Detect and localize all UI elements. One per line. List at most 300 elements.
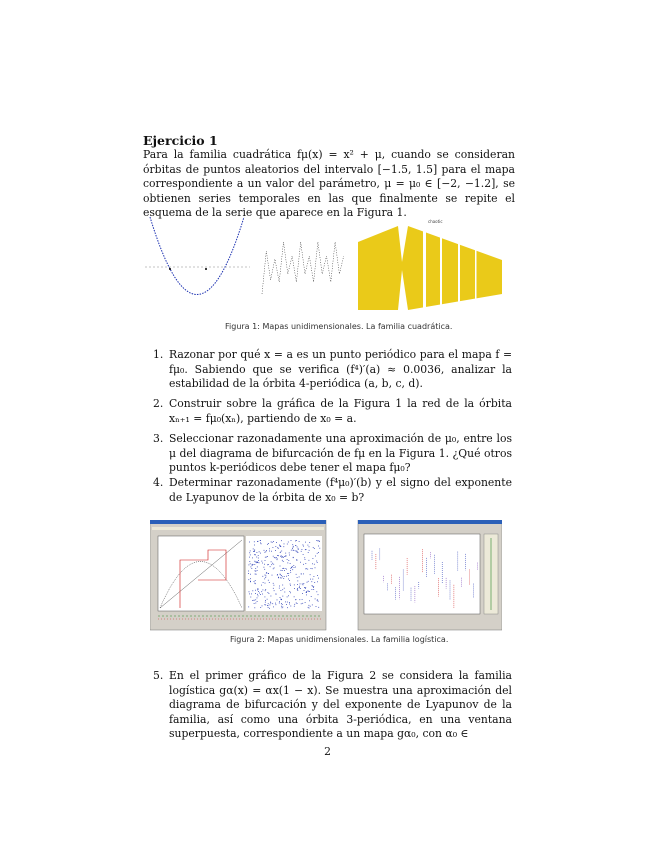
bifurcation-point xyxy=(312,568,313,569)
bifurcation-point xyxy=(254,541,255,542)
list-item xyxy=(155,669,512,742)
bifurcation-point xyxy=(317,600,318,601)
bifurcation-point xyxy=(293,550,294,551)
bifurcation-point xyxy=(265,605,266,606)
bifurcation-point xyxy=(303,554,304,555)
list-item xyxy=(155,397,512,426)
bifurcation-point xyxy=(283,578,284,579)
bifurcation-point xyxy=(299,587,300,588)
bifurcation-point xyxy=(254,583,255,584)
bifurcation-point xyxy=(281,603,282,604)
bifurcation-point xyxy=(273,547,274,548)
bifurcation-point xyxy=(267,599,268,600)
bifurcation-point xyxy=(250,578,251,579)
bifurcation-point xyxy=(290,592,291,593)
bifurcation-point xyxy=(254,600,255,601)
bifurcation-point xyxy=(299,599,300,600)
bifurcation-point xyxy=(281,556,282,557)
bifurcation-point xyxy=(303,545,304,546)
bifurcation-point xyxy=(302,603,303,604)
bifurcation-point xyxy=(268,592,269,593)
bifurcation-point xyxy=(297,584,298,585)
bifurcation-point xyxy=(282,607,283,608)
bifurcation-point xyxy=(264,579,265,580)
bifurcation-point xyxy=(307,569,308,570)
bifurcation-point xyxy=(282,560,283,561)
bifurcation-point xyxy=(255,593,256,594)
bifurcation-point xyxy=(248,579,249,580)
bifurcation-point xyxy=(295,541,296,542)
bifurcation-point xyxy=(290,570,291,571)
bifurcation-point xyxy=(273,583,274,584)
bifurcation-point xyxy=(312,563,313,564)
bifurcation-point xyxy=(289,604,290,605)
bifurcation-point xyxy=(274,590,275,591)
exercise-intro: Para la familia cuadrática fμ(x) = x² + μ, cuando se consideran órbitas de puntos aleatorios del intervalo [−1.5, 1.5] para el mapa correspondiente a un valor del parámetro, μ = μ₀ ∈ [−2, −1.2], se obtienen series temporales en las que finalmente se repite el esquema de la serie que aparece en la Figura 1. xyxy=(143,148,515,220)
bifurcation-point xyxy=(289,555,290,556)
bifurcation-point xyxy=(318,541,319,542)
bifurcation-point xyxy=(250,597,251,598)
bifurcation-point xyxy=(273,607,274,608)
bifurcation-point xyxy=(262,576,263,577)
bifurcation-point xyxy=(252,558,253,559)
bifurcation-point xyxy=(255,562,256,563)
bifurcation-point xyxy=(306,595,307,596)
bifurcation-point xyxy=(296,559,297,560)
parabola-plot xyxy=(145,217,250,295)
bifurcation-point xyxy=(300,588,301,589)
bifurcation-point xyxy=(268,603,269,604)
bifurcation-point xyxy=(308,581,309,582)
bifurcation-point xyxy=(280,574,281,575)
bifurcation-point xyxy=(258,555,259,556)
bifurcation-point xyxy=(269,582,270,583)
bifurcation-point xyxy=(250,555,251,556)
bifurcation-point xyxy=(300,584,301,585)
bifurcation-point xyxy=(306,591,307,592)
bifurcation-point xyxy=(311,581,312,582)
bifurcation-point xyxy=(248,573,249,574)
list-item xyxy=(155,348,512,392)
item-text: Seleccionar razonadamente una aproximación de μ₀, entre los μ del diagrama de bifurcación de fμ en la Figura 1. ¿Qué otros puntos k-periódicos debe tener el mapa fμ₀? xyxy=(169,432,512,475)
bifurcation-point xyxy=(269,548,270,549)
item-number: 1. xyxy=(153,348,164,361)
bifurcation-point xyxy=(249,542,250,543)
bifurcation-point xyxy=(287,597,288,598)
bifurcation-point xyxy=(316,606,317,607)
bifurcation-point xyxy=(266,576,267,577)
bifurcation-point xyxy=(249,552,250,553)
bifurcation-point xyxy=(274,557,275,558)
periodic-window xyxy=(440,224,442,310)
bifurcation-point xyxy=(252,565,253,566)
bifurcation-point xyxy=(278,555,279,556)
bifurcation-point xyxy=(264,567,265,568)
bifurcation-point xyxy=(317,581,318,582)
bifurcation-point xyxy=(317,562,318,563)
periodic-window xyxy=(423,224,426,310)
bifurcation-point xyxy=(290,572,291,573)
bifurcation-point xyxy=(264,604,265,605)
bifurcation-point xyxy=(296,551,297,552)
bifurcation-point xyxy=(303,546,304,547)
bifurcation-point xyxy=(283,546,284,547)
bifurcation-point xyxy=(259,551,260,552)
bifurcation-point xyxy=(297,603,298,604)
bifurcation-point xyxy=(290,585,291,586)
bifurcation-point xyxy=(289,553,290,554)
bifurcation-point xyxy=(282,589,283,590)
bifurcation-point xyxy=(318,607,319,608)
bifurcation-point xyxy=(264,564,265,565)
bifurcation-point xyxy=(254,550,255,551)
bifurcation-point xyxy=(287,563,288,564)
bifurcation-point xyxy=(304,557,305,558)
bifurcation-point xyxy=(251,568,252,569)
bifurcation-point xyxy=(277,547,278,548)
figure-1 xyxy=(140,212,520,322)
bifurcation-point xyxy=(313,587,314,588)
bifurcation-point xyxy=(265,583,266,584)
bifurcation-point xyxy=(259,593,260,594)
bifurcation-point xyxy=(309,605,310,606)
bifurcation-point xyxy=(297,590,298,591)
bifurcation-point xyxy=(282,556,283,557)
bifurcation-point xyxy=(302,593,303,594)
bifurcation-point xyxy=(275,546,276,547)
bifurcation-point xyxy=(270,605,271,606)
bifurcation-point xyxy=(264,569,265,570)
bifurcation-point xyxy=(258,591,259,592)
bifurcation-point xyxy=(284,556,285,557)
bifurcation-point xyxy=(262,606,263,607)
bifurcation-point xyxy=(248,607,249,608)
bifurcation-point xyxy=(305,588,306,589)
bifurcation-point xyxy=(280,546,281,547)
bifurcation-point xyxy=(254,581,255,582)
bifurcation-point xyxy=(258,589,259,590)
bifurcation-point xyxy=(285,553,286,554)
bifurcation-point xyxy=(255,571,256,572)
bifurcation-point xyxy=(267,556,268,557)
bifurcation-point xyxy=(282,568,283,569)
bifurcation-point xyxy=(257,570,258,571)
bifurcation-point xyxy=(287,559,288,560)
bifurcation-point xyxy=(251,567,252,568)
bifurcation-point xyxy=(301,574,302,575)
bifurcation-point xyxy=(306,592,307,593)
bifurcation-point xyxy=(277,555,278,556)
bifurcation-point xyxy=(255,568,256,569)
bifurcation-point xyxy=(316,540,317,541)
bifurcation-point xyxy=(299,577,300,578)
bifurcation-point xyxy=(280,577,281,578)
bifurcation-point xyxy=(272,542,273,543)
bifurcation-point xyxy=(260,607,261,608)
bifurcation-point xyxy=(302,584,303,585)
bifurcation-point xyxy=(265,590,266,591)
bifurcation-point xyxy=(256,562,257,563)
time-series-plot xyxy=(262,242,344,294)
bifurcation-point xyxy=(313,589,314,590)
bifurcation-point xyxy=(249,594,250,595)
orbit-window-screenshot xyxy=(358,520,502,630)
bifurcation-point xyxy=(315,567,316,568)
bifurcation-point xyxy=(289,580,290,581)
bifurcation-point xyxy=(304,587,305,588)
bifurcation-point xyxy=(274,568,275,569)
item-number: 3. xyxy=(153,432,164,445)
bifurcation-point xyxy=(257,601,258,602)
bifurcation-point xyxy=(297,589,298,590)
bifurcation-point xyxy=(288,579,289,580)
bifurcation-point xyxy=(311,596,312,597)
bifurcation-point xyxy=(249,557,250,558)
bifurcation-point xyxy=(270,602,271,603)
bifurcation-point xyxy=(265,597,266,598)
bifurcation-point xyxy=(274,585,275,586)
bifurcation-point xyxy=(279,586,280,587)
bifurcation-point xyxy=(268,564,269,565)
bifurcation-point xyxy=(255,554,256,555)
bifurcation-point xyxy=(293,546,294,547)
bifurcation-point xyxy=(285,568,286,569)
bifurcation-point xyxy=(265,575,266,576)
bifurcation-point xyxy=(269,608,270,609)
svg-text:chaotic: chaotic xyxy=(428,219,443,224)
bifurcation-point xyxy=(291,550,292,551)
bifurcation-point xyxy=(270,566,271,567)
bifurcation-point xyxy=(264,550,265,551)
bifurcation-point xyxy=(290,584,291,585)
bifurcation-point xyxy=(305,602,306,603)
bifurcation-point xyxy=(286,576,287,577)
bifurcation-diagram xyxy=(358,219,502,312)
bifurcation-point xyxy=(307,582,308,583)
bifurcation-point xyxy=(276,542,277,543)
bifurcation-point xyxy=(308,552,309,553)
bifurcation-point xyxy=(303,583,304,584)
bifurcation-point xyxy=(289,591,290,592)
bifurcation-point xyxy=(249,565,250,566)
bifurcation-point xyxy=(249,591,250,592)
bifurcation-point xyxy=(291,567,292,568)
bifurcation-point xyxy=(301,551,302,552)
bifurcation-point xyxy=(269,551,270,552)
bifurcation-point xyxy=(257,561,258,562)
bifurcation-point xyxy=(284,544,285,545)
bifurcation-point xyxy=(257,594,258,595)
figure-2-caption: Figura 2: Mapas unidimensionales. La familia logística. xyxy=(230,635,449,644)
periodic-window xyxy=(458,224,460,310)
bifurcation-point xyxy=(281,570,282,571)
bifurcation-point xyxy=(315,556,316,557)
bifurcation-point xyxy=(308,591,309,592)
bifurcation-point xyxy=(299,541,300,542)
bifurcation-point xyxy=(305,549,306,550)
bifurcation-point xyxy=(298,549,299,550)
bifurcation-point xyxy=(305,563,306,564)
bifurcation-point xyxy=(254,607,255,608)
item-text: Determinar razonadamente (f⁴μ₀)′(b) y el signo del exponente de Lyapunov de la órbita de x₀ = b? xyxy=(169,476,512,504)
list-item xyxy=(155,476,512,505)
bifurcation-point xyxy=(261,585,262,586)
bifurcation-point xyxy=(312,579,313,580)
bifurcation-point xyxy=(305,587,306,588)
bifurcation-point xyxy=(297,547,298,548)
bifurcation-point xyxy=(281,578,282,579)
bifurcation-point xyxy=(266,551,267,552)
bifurcation-point xyxy=(266,550,267,551)
bifurcation-point xyxy=(281,599,282,600)
bifurcation-point xyxy=(271,561,272,562)
bifurcation-point xyxy=(318,546,319,547)
bifurcation-point xyxy=(282,585,283,586)
bifurcation-point xyxy=(318,578,319,579)
bifurcation-point xyxy=(283,561,284,562)
bifurcation-point xyxy=(314,548,315,549)
bifurcation-point xyxy=(303,584,304,585)
bifurcation-point xyxy=(279,601,280,602)
bifurcation-point xyxy=(259,562,260,563)
bifurcation-point xyxy=(317,575,318,576)
bifurcation-point xyxy=(262,594,263,595)
bifurcation-point xyxy=(250,563,251,564)
bifurcation-point xyxy=(282,570,283,571)
bifurcation-point xyxy=(258,558,259,559)
bifurcation-point xyxy=(314,576,315,577)
bifurcation-point xyxy=(255,590,256,591)
bifurcation-point xyxy=(267,544,268,545)
bifurcation-point xyxy=(254,551,255,552)
bifurcation-point xyxy=(310,606,311,607)
bifurcation-point xyxy=(268,580,269,581)
bifurcation-point xyxy=(248,571,249,572)
bifurcation-point xyxy=(293,565,294,566)
bifurcation-point xyxy=(293,547,294,548)
bifurcation-point xyxy=(295,545,296,546)
bifurcation-point xyxy=(260,543,261,544)
item-text: En el primer gráfico de la Figura 2 se considera la familia logística gα(x) = αx(1 − x). Se muestra una aproximación del diagrama de bifurcación y del exponente de Lyapunov de la familia, así como una órbita 3-periódica, en una ventana superpuesta, correspondiente a un mapa gα₀, con α₀ ∈ xyxy=(169,669,512,741)
bifurcation-point xyxy=(306,569,307,570)
bifurcation-point xyxy=(315,599,316,600)
bifurcation-point xyxy=(282,596,283,597)
bifurcation-point xyxy=(277,600,278,601)
bifurcation-point xyxy=(292,566,293,567)
bifurcation-point xyxy=(271,551,272,552)
bifurcation-point xyxy=(300,562,301,563)
bifurcation-point xyxy=(280,556,281,557)
bifurcation-point xyxy=(294,585,295,586)
bifurcation-point xyxy=(317,553,318,554)
bifurcation-point xyxy=(258,560,259,561)
bifurcation-point xyxy=(312,589,313,590)
bifurcation-point xyxy=(290,568,291,569)
bifurcation-point xyxy=(254,564,255,565)
bifurcation-point xyxy=(286,555,287,556)
bifurcation-point xyxy=(314,564,315,565)
bifurcation-point xyxy=(282,576,283,577)
bifurcation-point xyxy=(302,599,303,600)
bifurcation-point xyxy=(286,569,287,570)
bifurcation-point xyxy=(292,544,293,545)
bifurcation-point xyxy=(260,594,261,595)
item-text: Razonar por qué x = a es un punto periódico para el mapa f = fμ₀. Sabiendo que se verifica (f⁴)′(a) ≈ 0.0036, analizar la estabilidad de la órbita 4-periódica (a, b, c, d). xyxy=(169,348,512,391)
bifurcation-point xyxy=(293,557,294,558)
bifurcation-point xyxy=(273,588,274,589)
bifurcation-point xyxy=(271,596,272,597)
item-text: Construir sobre la gráfica de la Figura 1 la red de la órbita xₙ₊₁ = fμ₀(xₙ), partiendo de x₀ = a. xyxy=(169,397,512,425)
figure-1-caption: Figura 1: Mapas unidimensionales. La familia cuadrática. xyxy=(225,322,453,331)
bifurcation-point xyxy=(319,548,320,549)
logistic-window-screenshot xyxy=(150,520,326,630)
bifurcation-point xyxy=(286,604,287,605)
bifurcation-point xyxy=(281,590,282,591)
bifurcation-point xyxy=(305,559,306,560)
bifurcation-point xyxy=(275,603,276,604)
page-number: 2 xyxy=(324,745,331,758)
bifurcation-point xyxy=(249,561,250,562)
bifurcation-point xyxy=(304,590,305,591)
bifurcation-point xyxy=(265,600,266,601)
bifurcation-point xyxy=(294,604,295,605)
bifurcation-point xyxy=(271,564,272,565)
bifurcation-point xyxy=(295,567,296,568)
bifurcation-point xyxy=(263,590,264,591)
bifurcation-point xyxy=(316,591,317,592)
bifurcation-point xyxy=(297,581,298,582)
bifurcation-point xyxy=(275,558,276,559)
bifurcation-point xyxy=(268,543,269,544)
bifurcation-point xyxy=(298,552,299,553)
bifurcation-point xyxy=(272,603,273,604)
bifurcation-point xyxy=(255,599,256,600)
bifurcation-point xyxy=(318,601,319,602)
bifurcation-point xyxy=(280,545,281,546)
bifurcation-point xyxy=(253,551,254,552)
bifurcation-point xyxy=(271,542,272,543)
bifurcation-point xyxy=(290,606,291,607)
bifurcation-point xyxy=(301,603,302,604)
bifurcation-point xyxy=(310,579,311,580)
bifurcation-point xyxy=(273,556,274,557)
bifurcation-point xyxy=(265,602,266,603)
bifurcation-point xyxy=(258,596,259,597)
bifurcation-point xyxy=(270,603,271,604)
bifurcation-point xyxy=(311,568,312,569)
bifurcation-point xyxy=(277,574,278,575)
bifurcation-point xyxy=(297,577,298,578)
bifurcation-point xyxy=(309,546,310,547)
bifurcation-point xyxy=(250,551,251,552)
bifurcation-point xyxy=(288,560,289,561)
bifurcation-point xyxy=(257,541,258,542)
bifurcation-point xyxy=(253,564,254,565)
bifurcation-point xyxy=(297,588,298,589)
bifurcation-point xyxy=(292,569,293,570)
bifurcation-point xyxy=(284,588,285,589)
bifurcation-point xyxy=(295,551,296,552)
item-number: 4. xyxy=(153,476,164,489)
bifurcation-point xyxy=(289,602,290,603)
bifurcation-point xyxy=(308,545,309,546)
bifurcation-point xyxy=(297,560,298,561)
bifurcation-point xyxy=(302,549,303,550)
bifurcation-point xyxy=(250,581,251,582)
bifurcation-point xyxy=(268,605,269,606)
bifurcation-point xyxy=(281,575,282,576)
bifurcation-point xyxy=(291,540,292,541)
